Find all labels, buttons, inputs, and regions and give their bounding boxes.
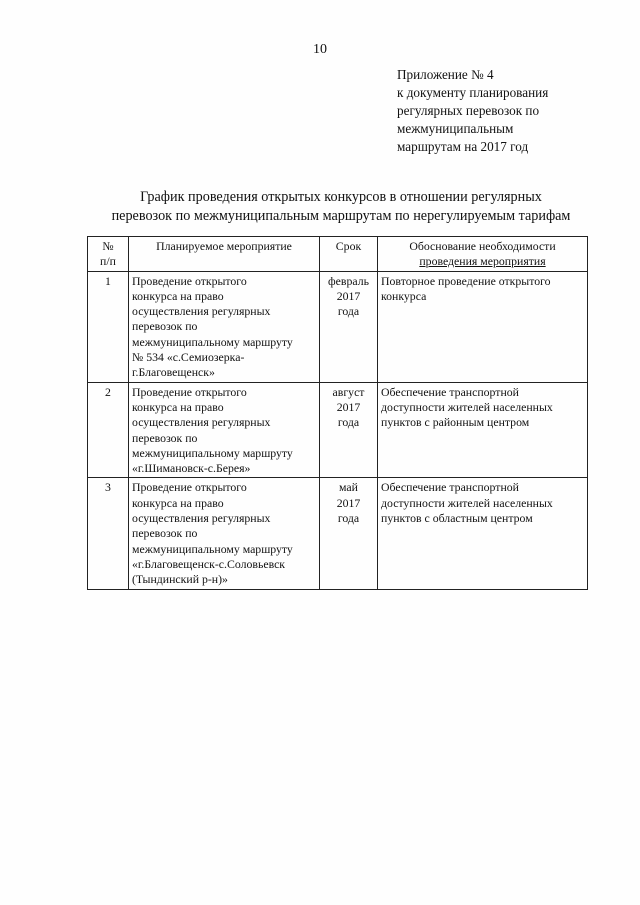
cell-line: Обеспечение транспортной bbox=[381, 480, 519, 495]
cell-line: 2017 bbox=[336, 399, 361, 414]
header-line: Срок bbox=[335, 239, 362, 253]
cell-line: осуществления регулярных bbox=[132, 304, 271, 319]
cell-line: межмуниципальному маршруту bbox=[132, 541, 293, 556]
cell-num: 1 bbox=[88, 271, 129, 382]
table-header-row bbox=[88, 237, 588, 272]
cell-line: конкурса bbox=[381, 288, 427, 303]
cell-line: конкурса на право bbox=[132, 495, 224, 510]
cell-line: г.Благовещенск» bbox=[132, 365, 215, 380]
cell-reason bbox=[378, 478, 588, 589]
cell-line: года bbox=[337, 511, 360, 526]
cell-line: Обеспечение транспортной bbox=[381, 384, 519, 399]
table-row bbox=[88, 271, 588, 382]
header-event bbox=[129, 237, 320, 272]
cell-term bbox=[320, 271, 378, 382]
cell-line: «г.Благовещенск-с.Соловьевск bbox=[132, 556, 286, 571]
cell-num: 2 bbox=[88, 382, 129, 478]
table-row bbox=[88, 382, 588, 478]
appendix-line: маршрутам на 2017 год bbox=[397, 139, 529, 154]
header-line: Планируемое мероприятие bbox=[156, 239, 292, 253]
header-reason bbox=[378, 237, 588, 272]
cell-event bbox=[129, 382, 320, 478]
cell-line: Проведение открытого bbox=[132, 480, 247, 495]
page-number: 10 bbox=[313, 42, 327, 57]
cell-line: перевозок по bbox=[132, 430, 198, 445]
cell-line: Проведение открытого bbox=[132, 273, 247, 288]
cell-line: перевозок по bbox=[132, 526, 198, 541]
title-line: График проведения открытых конкурсов в отношении регулярных bbox=[140, 189, 542, 205]
cell-line: доступности жителей населенных bbox=[381, 399, 553, 414]
cell-line: года bbox=[337, 415, 360, 430]
cell-line: Повторное проведение открытого bbox=[381, 273, 551, 288]
cell-line: конкурса на право bbox=[132, 399, 224, 414]
table-row bbox=[88, 478, 588, 589]
cell-line: года bbox=[337, 304, 360, 319]
title-line: перевозок по межмуниципальным маршрутам по нерегулируемым тарифам bbox=[111, 208, 571, 224]
cell-line: пунктов с областным центром bbox=[381, 511, 533, 526]
cell-line: 2017 bbox=[336, 288, 361, 303]
cell-line: 2017 bbox=[336, 495, 361, 510]
header-line: проведения мероприятия bbox=[419, 254, 546, 269]
cell-line: (Тындинский р-н)» bbox=[132, 572, 228, 587]
cell-num: 3 bbox=[88, 478, 129, 589]
cell-line: Проведение открытого bbox=[132, 384, 247, 399]
cell-line: пунктов с районным центром bbox=[381, 415, 530, 430]
cell-line: осуществления регулярных bbox=[132, 415, 271, 430]
header-line: п/п bbox=[100, 254, 116, 269]
header-line: № bbox=[102, 239, 114, 253]
cell-event bbox=[129, 478, 320, 589]
cell-line: перевозок по bbox=[132, 319, 198, 334]
cell-line: осуществления регулярных bbox=[132, 511, 271, 526]
cell-line: февраль bbox=[328, 273, 369, 288]
header-line: Обоснование необходимости bbox=[409, 239, 556, 253]
cell-line: межмуниципальному маршруту bbox=[132, 445, 293, 460]
cell-line: межмуниципальному маршруту bbox=[132, 334, 293, 349]
document-title bbox=[96, 188, 586, 226]
appendix-line: регулярных перевозок по bbox=[397, 103, 540, 118]
cell-term bbox=[320, 382, 378, 478]
cell-line: май bbox=[339, 480, 358, 495]
cell-event bbox=[129, 271, 320, 382]
schedule-table bbox=[87, 236, 588, 590]
header-num bbox=[88, 237, 129, 272]
header-term bbox=[320, 237, 378, 272]
appendix-line: Приложение № 4 bbox=[397, 67, 494, 82]
appendix-line: к документу планирования bbox=[397, 85, 549, 100]
cell-term bbox=[320, 478, 378, 589]
cell-reason bbox=[378, 271, 588, 382]
cell-reason bbox=[378, 382, 588, 478]
cell-line: август bbox=[332, 384, 365, 399]
cell-line: «г.Шимановск-с.Берея» bbox=[132, 461, 251, 476]
appendix-line: межмуниципальным bbox=[397, 121, 514, 136]
cell-line: конкурса на право bbox=[132, 288, 224, 303]
appendix-block bbox=[397, 66, 617, 156]
cell-line: доступности жителей населенных bbox=[381, 495, 553, 510]
cell-line: № 534 «с.Семиозерка- bbox=[132, 350, 245, 365]
